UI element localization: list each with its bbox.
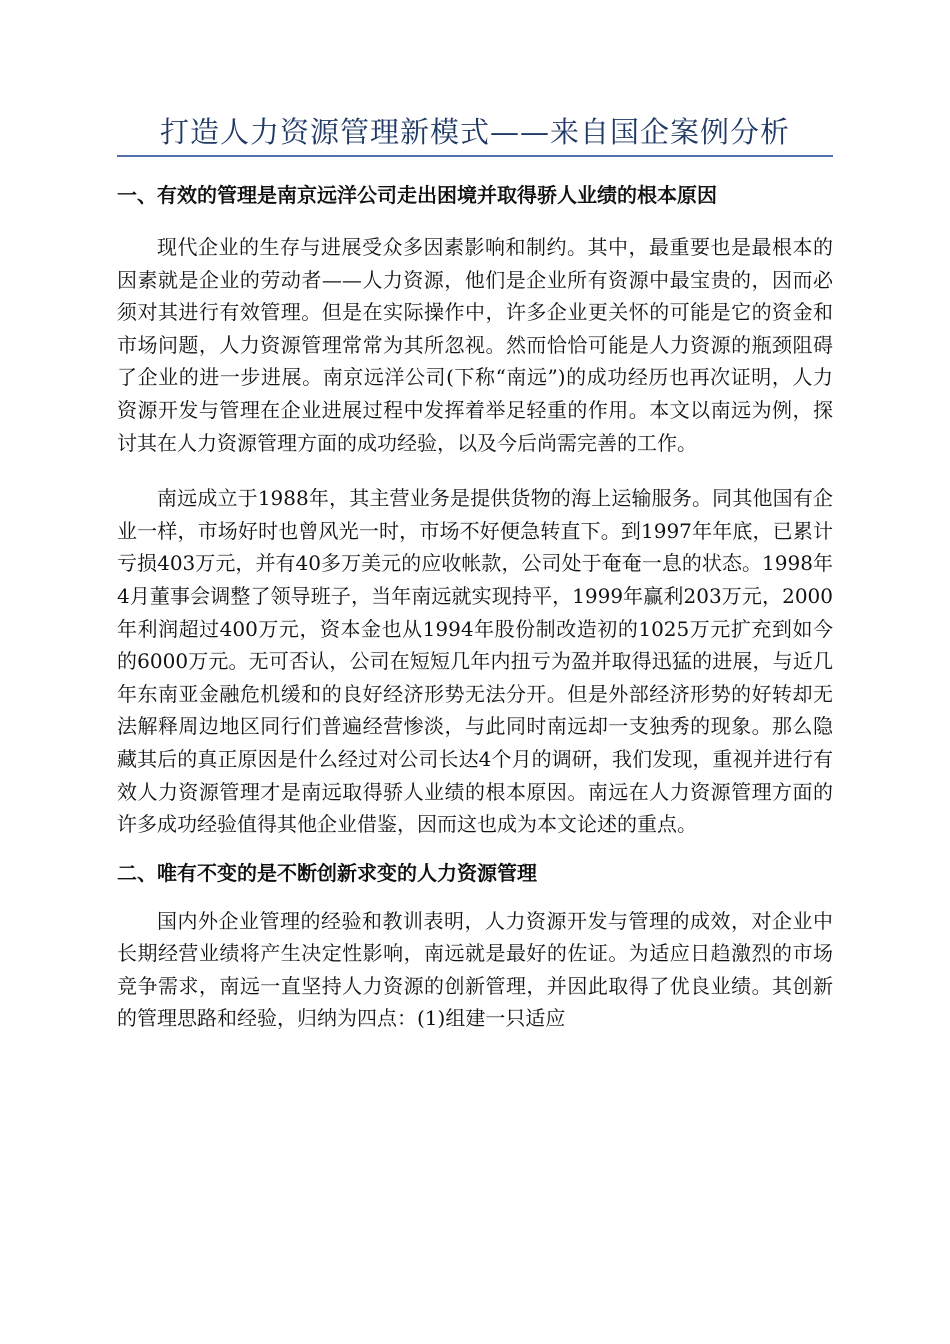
document-page (117, 0, 833, 1035)
section-2-paragraph-1: 国内外企业管理的经验和教训表明，人力资源开发与管理的成效，对企业中长期经营业绩将产生决定性影响，南远就是最好的佐证。为适应日趋激烈的市场竞争需求，南远一直坚持人力资源的创新管理，并因此取得了优良业绩。其创新的管理思路和经验，归纳为四点：(1)组建一只适应 (117, 908, 833, 1031)
section-1-paragraph-2: 南远成立于1988年，其主营业务是提供货物的海上运输服务。同其他国有企业一样，市场好时也曾风光一时，市场不好便急转直下。到1997年年底，已累计亏损403万元，并有40多万美元的应收帐款，公司处于奄奄一息的状态。1998年4月董事会调整了领导班子，当年南远就实现持平，1999年赢利203万元，2000年利润超过400万元，资本金也从1994年股份制改造初的1025万元扩充到如今的6000万元。无可否认，公司在短短几年内扭亏为盈并取得迅猛的进展，与近几年东南亚金融危机缓和的良好经济形势无法分开。但是外部经济形势的好转却无法解释周边地区同行们普遍经营惨淡，与此同时南远却一支独秀的现象。那么隐藏其后的真正原因是什么经过对公司长达4个月的调研，我们发现，重视并进行有效人力资源管理才是南远取得骄人业绩的根本原因。南远在人力资源管理方面的许多成功经验值得其他企业借鉴，因而这也成为本文论述的重点。 (117, 486, 833, 837)
document-title: 打造人力资源管理新模式——来自国企案例分析 (159, 115, 790, 149)
section-1-paragraph-1: 现代企业的生存与进展受众多因素影响和制约。其中，最重要也是最根本的因素就是企业的劳动者——人力资源，他们是企业所有资源中最宝贵的，因而必须对其进行有效管理。但是在实际操作中，许多企业更关怀的可能是它的资金和市场问题，人力资源管理常常为其所忽视。然而恰恰可能是人力资源的瓶颈阻碍了企业的进一步进展。南京远洋公司(下称“南远”)的成功经历也再次证明，人力资源开发与管理在企业进展过程中发挥着举足轻重的作用。本文以南远为例，探讨其在人力资源管理方面的成功经验，以及今后尚需完善的工作。 (117, 235, 833, 455)
section-heading-1: 一、有效的管理是南京远洋公司走出困境并取得骄人业绩的根本原因 (117, 183, 717, 207)
title-underline (117, 155, 833, 157)
section-heading-2: 二、唯有不变的是不断创新求变的人力资源管理 (117, 860, 537, 885)
